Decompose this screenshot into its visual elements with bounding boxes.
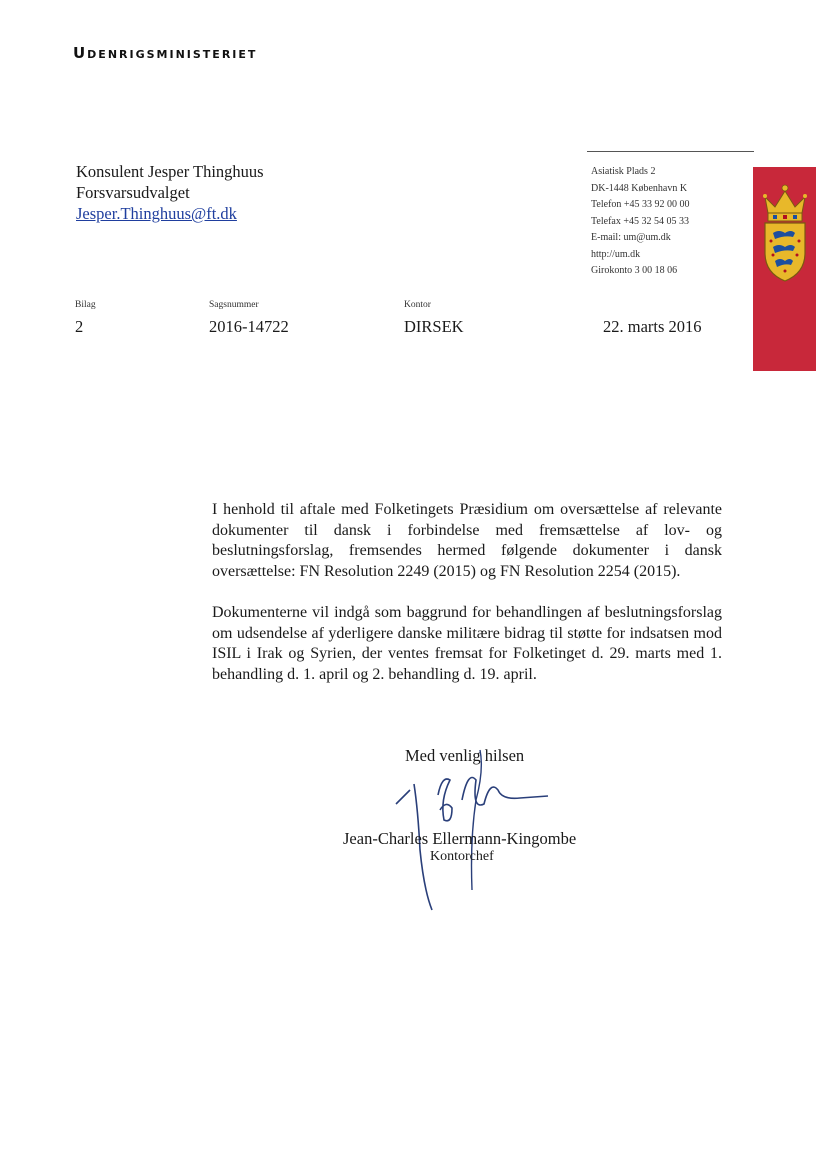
- coat-of-arms-icon: [759, 183, 811, 283]
- letter-date: 22. marts 2016: [603, 317, 702, 336]
- contact-giro: Girokonto 3 00 18 06: [591, 265, 678, 276]
- contact-address: Asiatisk Plads 2: [591, 166, 656, 177]
- recipient-email-link[interactable]: Jesper.Thinghuus@ft.dk: [76, 204, 237, 223]
- contact-phone: Telefon +45 33 92 00 00: [591, 199, 690, 210]
- signatory-name: Jean-Charles Ellermann-Kingombe: [343, 829, 577, 848]
- body-paragraph-1: I henhold til aftale med Folketingets Præsidium om oversættelse af relevante dokumenter til dansk i forbindelse med fremsættelse af lov- og beslutningsforslag, fremsendes hermed følgende dokumenter i dansk oversættelse: FN Resolution 2249 (2015) og FN Resolution 2254 (2015).: [212, 501, 722, 580]
- contact-city: DK-1448 København K: [591, 182, 688, 194]
- office-label: Kontor: [404, 300, 431, 310]
- case-number-label: Sagsnummer: [209, 300, 259, 310]
- contact-email: E-mail: um@um.dk: [591, 232, 671, 243]
- recipient-committee: Forsvarsudvalget: [76, 183, 190, 202]
- recipient-block: [76, 161, 264, 224]
- bilag-value: 2: [75, 317, 84, 336]
- signatory-title: Kontorchef: [430, 849, 494, 864]
- contact-divider: [587, 151, 754, 152]
- body-paragraph-2: Dokumenterne vil indgå som baggrund for behandlingen af beslutningsforslag om udsendelse af yderligere danske militære bidrag til støtte for indsatsen mod ISIL i Irak og Syrien, der ventes fremsat for Folketinget d. 29. marts med 1. behandling d. 1. april og 2. behandling d. 19. april.: [212, 604, 722, 683]
- bilag-label: Bilag: [75, 300, 96, 310]
- recipient-name: Konsulent Jesper Thinghuus: [76, 162, 264, 181]
- coat-of-arms-band: [753, 167, 816, 371]
- closing-salutation: Med venlig hilsen: [405, 746, 525, 765]
- office-value: DIRSEK: [404, 317, 464, 336]
- ministry-name: Udenrigsministeriet: [73, 44, 258, 62]
- contact-fax: Telefax +45 32 54 05 33: [591, 215, 689, 227]
- contact-web: http://um.dk: [591, 248, 641, 260]
- case-number-value: 2016-14722: [209, 317, 289, 336]
- contact-block: [591, 164, 690, 280]
